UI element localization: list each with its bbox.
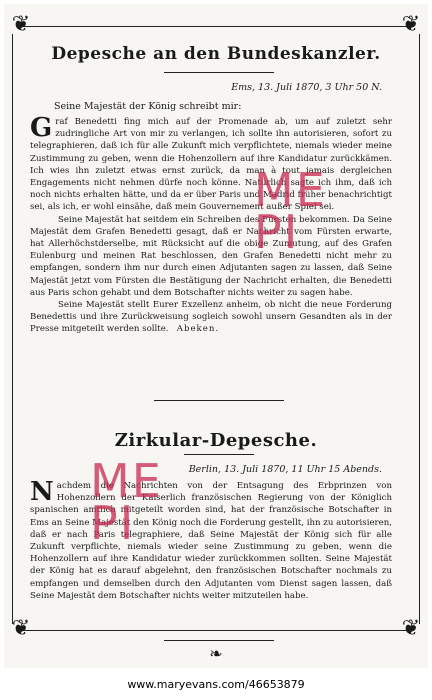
image-credit: www.maryevans.com/46653879 [127,678,305,691]
section2-title: Zirkular-Depesche. [114,430,318,451]
section1-body [30,113,392,336]
dropcap: G [30,113,53,143]
top-border [18,26,414,27]
signature: Abeken. [176,324,220,335]
section2-body [30,477,392,602]
section2-paragraph-1: achdem die Nachrichten von der Entsagung des Erbprinzen von Hohenzollern der Kaiserlich französischen Regierung von der Königlich spanischen amtlich mitgeteilt worden sind, hat der französische Botschafter in Ems an Seine Majestät den König noch die Forderung gestellt, ihn zu autorisieren, daß er nach Paris telegraphiere, daß Seine Majestät der König sich für alle Zukunft verpflichte, niemals wieder seine Zustimmung zu geben, wenn die Hohenzollern auf ihre Kandidatur wieder zurückkommen sollten. Seine Majestät der König hat es darauf abgelehnt, den französischen Botschafter nochmals zu empfangen und demselben durch den Adjutanten vom Dienst sagen lassen, daß Seine Majestät dem Botschafter nichts weiter mitzuteilen habe. [30,481,392,601]
flourish-ornament-icon: ❧ [209,644,223,663]
section1-title: Depesche an den Bundeskanzler. [51,44,381,64]
left-border [12,34,13,624]
section1-dateline: Ems, 13. Juli 1870, 3 Uhr 50 N. [231,82,382,93]
section1-paragraph-1: raf Benedetti fing mich auf der Promenade ab, um auf zuletzt sehr zudringliche Art von mir zu verlangen, ich sollte ihn autorisieren, sofort zu telegraphieren, daß ich für alle Zukunft mich verpflichtete, niemals wieder meine Zustimmung zu geben, wenn die Hohenzollern auf ihre Kandidatur zurückkämen. Ich wies ihn zuletzt etwas ernst zurück, da man à tout jamais dergleichen Engagements nicht nehmen dürfe noch könne. Natürlich sagte ich ihm, daß ich noch nichts erhalten hätte, und da er über Paris und Madrid früher benachrichtigt sei, als ich, er wohl einsähe, daß mein Gouvernement außer Spiel sei. [30,117,392,213]
watermark-line: ME [254,163,327,217]
watermark-line: PI [254,205,300,259]
section1-paragraph-2: Seine Majestät hat seitdem ein Schreiben des Fürsten bekommen. Da Seine Majestät dem Grafen Benedetti gesagt, daß er Nachricht vom Fürsten erwarte, hat Allerhöchstderselbe, mit Rücksicht auf die obige Zumutung, auf des Grafen Eulenburg und meinen Rat beschlossen, den Grafen Benedetti nicht mehr zu empfangen, sondern ihm nur durch einen Adjutanten sagen zu lassen, daß Seine Majestät jetzt vom Fürsten die Bestätigung der Nachricht erhalten, die Benedetti aus Paris schon gehabt und dem Botschafter nichts weiter zu sagen habe. [30,214,392,298]
title-underline [184,454,254,455]
document-page [4,4,428,668]
corner-ornament-icon: ❦ [11,616,31,641]
section2-dateline: Berlin, 13. Juli 1870, 11 Uhr 15 Abends. [188,464,382,475]
section1-intro: Seine Majestät der König schreibt mir: [54,101,242,112]
section-separator [154,400,284,401]
corner-ornament-icon: ❦ [401,616,421,641]
title-underline [164,72,274,73]
right-border [419,34,420,624]
corner-ornament-icon: ❦ [401,12,421,37]
corner-ornament-icon: ❦ [11,12,31,37]
footer-rule [164,640,274,641]
watermark-line: PI [90,496,136,550]
dropcap: N [30,477,54,507]
watermark-line: ME [90,454,163,508]
section1-paragraph-3: Seine Majestät stellt Eurer Exzellenz anheim, ob nicht die neue Forderung Benedettis und ihre Zurückweisung sogleich sowohl unsern Gesandten als in der Presse mitgeteilt werden sollte. [30,300,392,335]
bottom-border [18,630,414,631]
